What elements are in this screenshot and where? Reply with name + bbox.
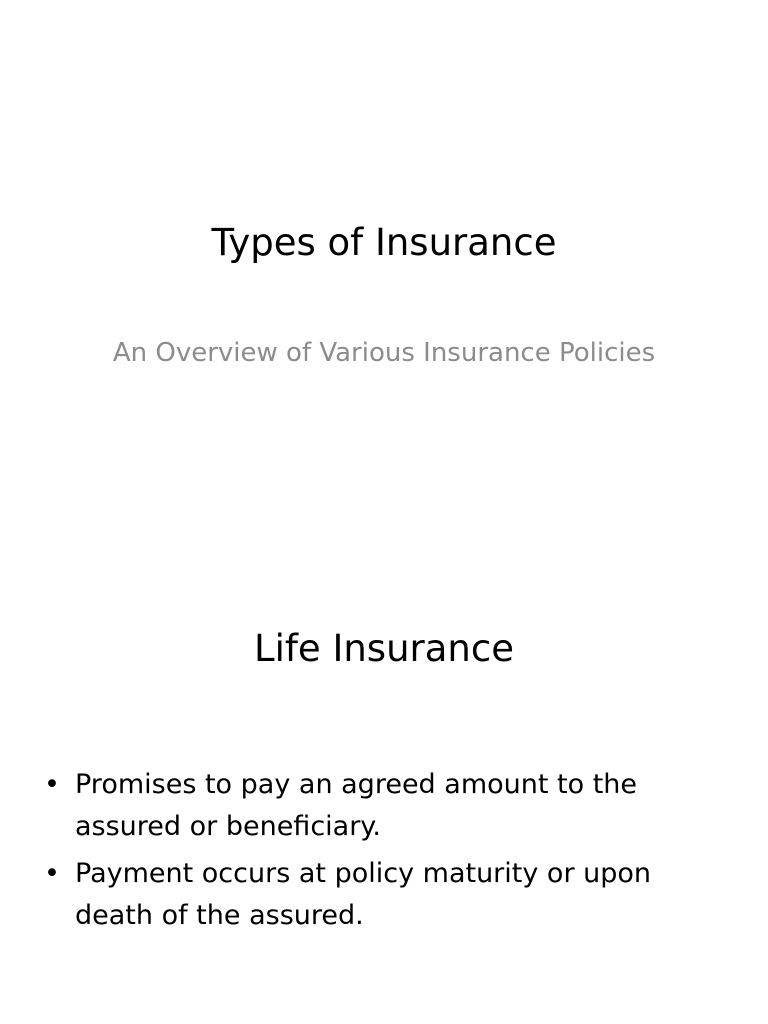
bullet-text: Payment occurs at policy maturity or upon death of the assured. [75, 858, 652, 931]
bullet-list [38, 764, 728, 942]
page-subtitle: An Overview of Various Insurance Policies [112, 338, 656, 368]
list-item [38, 764, 728, 848]
bullet-icon: • [44, 769, 60, 800]
section-title: Life Insurance [254, 627, 514, 670]
bullet-text: Promises to pay an agreed amount to the assured or beneficiary. [75, 769, 638, 842]
list-item [38, 853, 728, 937]
bullet-icon: • [44, 858, 60, 889]
page-title: Types of Insurance [211, 221, 557, 264]
